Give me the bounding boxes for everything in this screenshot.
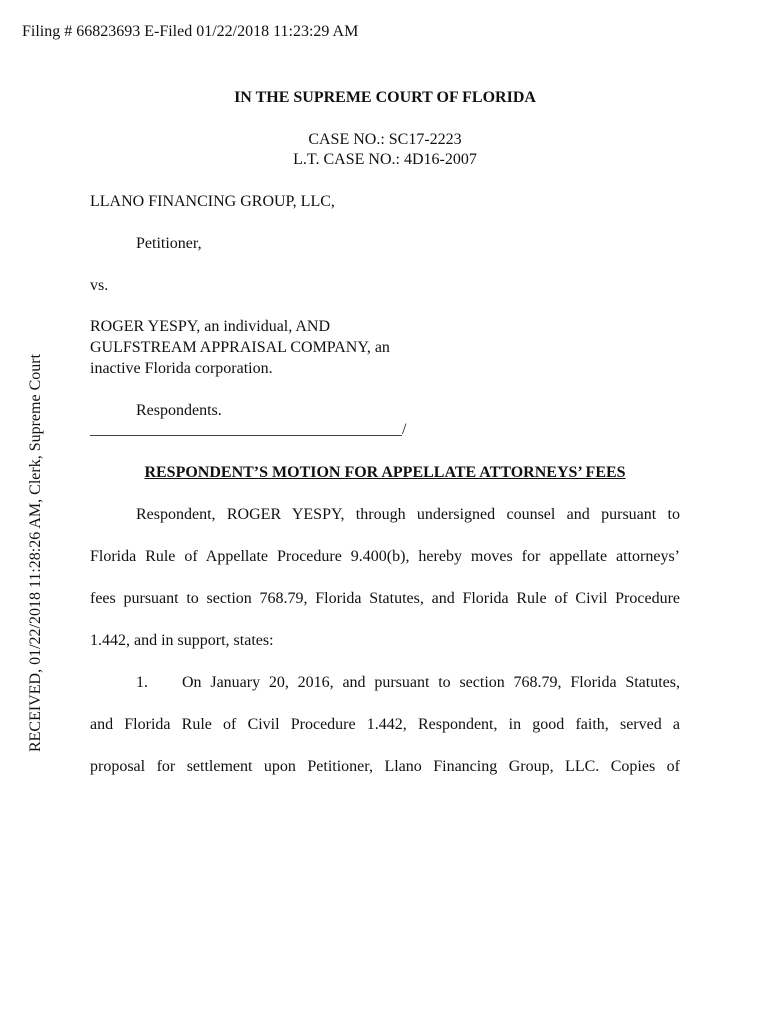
paragraph-number: 1. bbox=[136, 674, 148, 691]
versus: vs. bbox=[90, 277, 109, 294]
petitioner-role: Petitioner, bbox=[136, 235, 202, 252]
received-stamp: RECEIVED, 01/22/2018 11:28:26 AM, Clerk, Supreme Court bbox=[27, 353, 44, 753]
body-line: proposal for settlement upon Petitioner, Llano Financing Group, LLC. Copies of bbox=[90, 758, 680, 775]
respondents-line: ROGER YESPY, an individual, AND bbox=[90, 318, 331, 335]
respondents-line: inactive Florida corporation. bbox=[90, 360, 273, 377]
motion-title: RESPONDENT’S MOTION FOR APPELLATE ATTORNEYS’ FEES bbox=[144, 464, 626, 481]
petitioner-name: LLANO FINANCING GROUP, LLC, bbox=[90, 193, 335, 210]
caption-divider: _______________________________________/ bbox=[90, 421, 407, 438]
lower-tribunal-case-number: L.T. CASE NO.: 4D16-2007 bbox=[293, 151, 477, 168]
respondents-line: GULFSTREAM APPRAISAL COMPANY, an bbox=[90, 339, 390, 356]
body-line: and Florida Rule of Civil Procedure 1.442, Respondent, in good faith, served a bbox=[90, 716, 680, 733]
body-line: On January 20, 2016, and pursuant to section 768.79, Florida Statutes, bbox=[182, 674, 680, 691]
case-number: CASE NO.: SC17-2223 bbox=[308, 131, 462, 148]
filing-stamp: Filing # 66823693 E-Filed 01/22/2018 11:23:29 AM bbox=[22, 23, 359, 40]
body-line: 1.442, and in support, states: bbox=[90, 632, 274, 649]
court-heading: IN THE SUPREME COURT OF FLORIDA bbox=[234, 89, 536, 106]
respondents-role: Respondents. bbox=[136, 402, 222, 419]
body-line: fees pursuant to section 768.79, Florida Statutes, and Florida Rule of Civil Procedure bbox=[90, 590, 680, 607]
body-line: Florida Rule of Appellate Procedure 9.400(b), hereby moves for appellate attorneys’ bbox=[90, 548, 680, 565]
body-line: Respondent, ROGER YESPY, through undersigned counsel and pursuant to bbox=[136, 506, 680, 523]
